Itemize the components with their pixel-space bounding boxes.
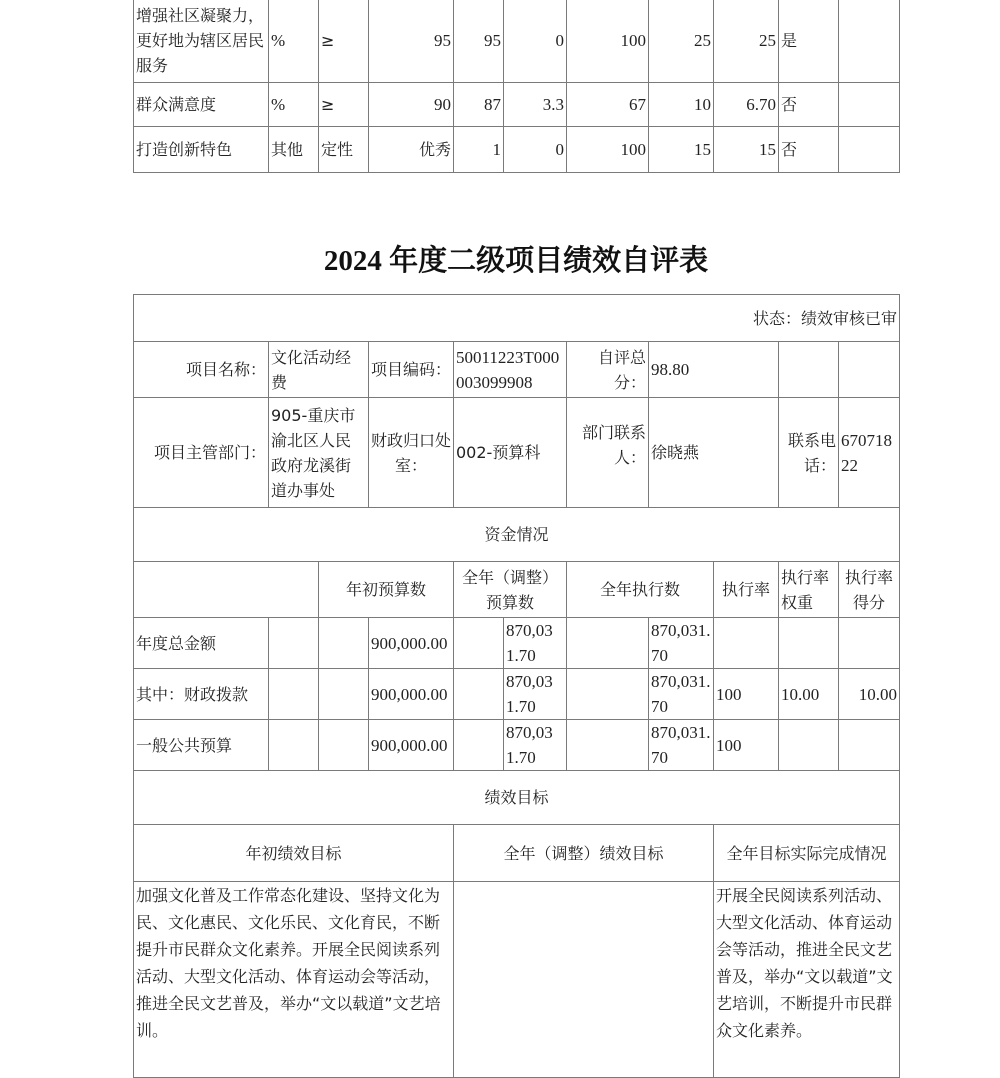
funds-score [839, 720, 900, 771]
funds-header-weight: 执行率权重 [779, 562, 839, 618]
funds-initial: 900,000.00 [369, 720, 454, 771]
funds-header-row [134, 562, 900, 618]
self-score-value: 98.80 [649, 342, 779, 398]
indicator-target: 95 [369, 0, 454, 83]
funds-section-title: 资金情况 [134, 508, 900, 562]
indicator-row [134, 127, 900, 173]
indicator-note [839, 127, 900, 173]
indicator-actual: 87 [454, 83, 504, 127]
funds-adjusted: 870,031.70 [504, 618, 567, 669]
indicator-met: 否 [779, 83, 839, 127]
indicator-unit: % [269, 83, 319, 127]
indicator-score: 6.70 [714, 83, 779, 127]
status-text: 状态：绩效审核已审 [134, 295, 900, 342]
funds-header-rate: 执行率 [714, 562, 779, 618]
indicator-unit: % [269, 0, 319, 83]
empty-cell [319, 618, 369, 669]
empty-cell [567, 618, 649, 669]
goals-header-actual: 全年目标实际完成情况 [714, 825, 900, 882]
funds-initial: 900,000.00 [369, 669, 454, 720]
goals-header-initial: 年初绩效目标 [134, 825, 454, 882]
indicator-actual: 1 [454, 127, 504, 173]
indicator-weight: 10 [649, 83, 714, 127]
funds-row [134, 669, 900, 720]
project-name-value: 文化活动经费 [269, 342, 369, 398]
funds-adjusted: 870,031.70 [504, 669, 567, 720]
empty-cell [319, 720, 369, 771]
dept-label: 项目主管部门： [134, 398, 269, 508]
funds-score [839, 618, 900, 669]
indicator-score: 15 [714, 127, 779, 173]
empty-cell [319, 669, 369, 720]
finance-value: 002-预算科 [454, 398, 567, 508]
indicator-operator: ≥ [319, 83, 369, 127]
goals-header-row [134, 825, 900, 882]
self-score-label: 自评总分： [567, 342, 649, 398]
indicator-actual: 95 [454, 0, 504, 83]
dept-value: 905-重庆市渝北区人民政府龙溪街道办事处 [269, 398, 369, 508]
goals-initial-text: 加强文化普及工作常态化建设、坚持文化为民、文化惠民、文化乐民、文化育民，不断提升市民群众文化素养。开展全民阅读系列活动、大型文化活动、体育运动会等活动，推进全民文艺普及，举办“文以载道”文艺培训。 [134, 882, 454, 1078]
funds-rate [714, 618, 779, 669]
funds-executed: 870,031.70 [649, 669, 714, 720]
empty-cell [269, 720, 319, 771]
funds-row-label: 年度总金额 [134, 618, 269, 669]
empty-cell [269, 618, 319, 669]
goals-section-title: 绩效目标 [134, 771, 900, 825]
indicator-met: 是 [779, 0, 839, 83]
funds-row-label: 其中：财政拨款 [134, 669, 269, 720]
funds-weight [779, 618, 839, 669]
funds-score: 10.00 [839, 669, 900, 720]
empty-cell [269, 669, 319, 720]
indicator-met: 否 [779, 127, 839, 173]
contact-value: 徐晓燕 [649, 398, 779, 508]
indicator-table [133, 0, 900, 173]
empty-cell [454, 618, 504, 669]
indicator-unit: 其他 [269, 127, 319, 173]
indicator-score: 25 [714, 0, 779, 83]
indicator-note [839, 0, 900, 83]
goals-actual-text: 开展全民阅读系列活动、大型文化活动、体育运动会等活动，推进全民文艺普及，举办“文以载道”文艺培训，不断提升市民群众文化素养。 [714, 882, 900, 1078]
indicator-completion: 67 [567, 83, 649, 127]
funds-row [134, 720, 900, 771]
indicator-row [134, 0, 900, 83]
indicator-target: 优秀 [369, 127, 454, 173]
project-code-value: 50011223T000003099908 [454, 342, 567, 398]
funds-adjusted: 870,031.70 [504, 720, 567, 771]
funds-initial: 900,000.00 [369, 618, 454, 669]
indicator-name: 群众满意度 [134, 83, 269, 127]
indicator-target: 90 [369, 83, 454, 127]
empty-cell [839, 342, 900, 398]
funds-row-label: 一般公共预算 [134, 720, 269, 771]
funds-executed: 870,031.70 [649, 618, 714, 669]
funds-row [134, 618, 900, 669]
funds-header-adjusted: 全年（调整）预算数 [454, 562, 567, 618]
indicator-operator: 定性 [319, 127, 369, 173]
funds-executed: 870,031.70 [649, 720, 714, 771]
funds-rate: 100 [714, 720, 779, 771]
phone-label: 联系电话： [779, 398, 839, 508]
funds-weight [779, 720, 839, 771]
funds-weight: 10.00 [779, 669, 839, 720]
funds-header-initial: 年初预算数 [319, 562, 454, 618]
indicator-name: 增强社区凝聚力，更好地为辖区居民服务 [134, 0, 269, 83]
finance-label: 财政归口处室： [369, 398, 454, 508]
indicator-deviation: 0 [504, 0, 567, 83]
project-name-label: 项目名称： [134, 342, 269, 398]
goals-header-adjusted: 全年（调整）绩效目标 [454, 825, 714, 882]
funds-header-score: 执行率得分 [839, 562, 900, 618]
phone-value: 67071822 [839, 398, 900, 508]
contact-label: 部门联系人： [567, 398, 649, 508]
empty-cell [454, 720, 504, 771]
indicator-weight: 15 [649, 127, 714, 173]
indicator-completion: 100 [567, 127, 649, 173]
indicator-completion: 100 [567, 0, 649, 83]
funds-header-executed: 全年执行数 [567, 562, 714, 618]
project-code-label: 项目编码： [369, 342, 454, 398]
indicator-deviation: 0 [504, 127, 567, 173]
empty-cell [454, 669, 504, 720]
funds-header-blank [134, 562, 319, 618]
indicator-weight: 25 [649, 0, 714, 83]
indicator-note [839, 83, 900, 127]
indicator-deviation: 3.3 [504, 83, 567, 127]
page-title: 2024 年度二级项目绩效自评表 [323, 245, 709, 277]
department-row [134, 398, 900, 508]
indicator-name: 打造创新特色 [134, 127, 269, 173]
goals-adjusted-text [454, 882, 714, 1078]
indicator-operator: ≥ [319, 0, 369, 83]
evaluation-table [133, 294, 900, 1078]
indicator-row [134, 83, 900, 127]
empty-cell [567, 720, 649, 771]
project-name-row [134, 342, 900, 398]
empty-cell [567, 669, 649, 720]
empty-cell [779, 342, 839, 398]
funds-rate: 100 [714, 669, 779, 720]
goals-content-row [134, 882, 900, 1078]
